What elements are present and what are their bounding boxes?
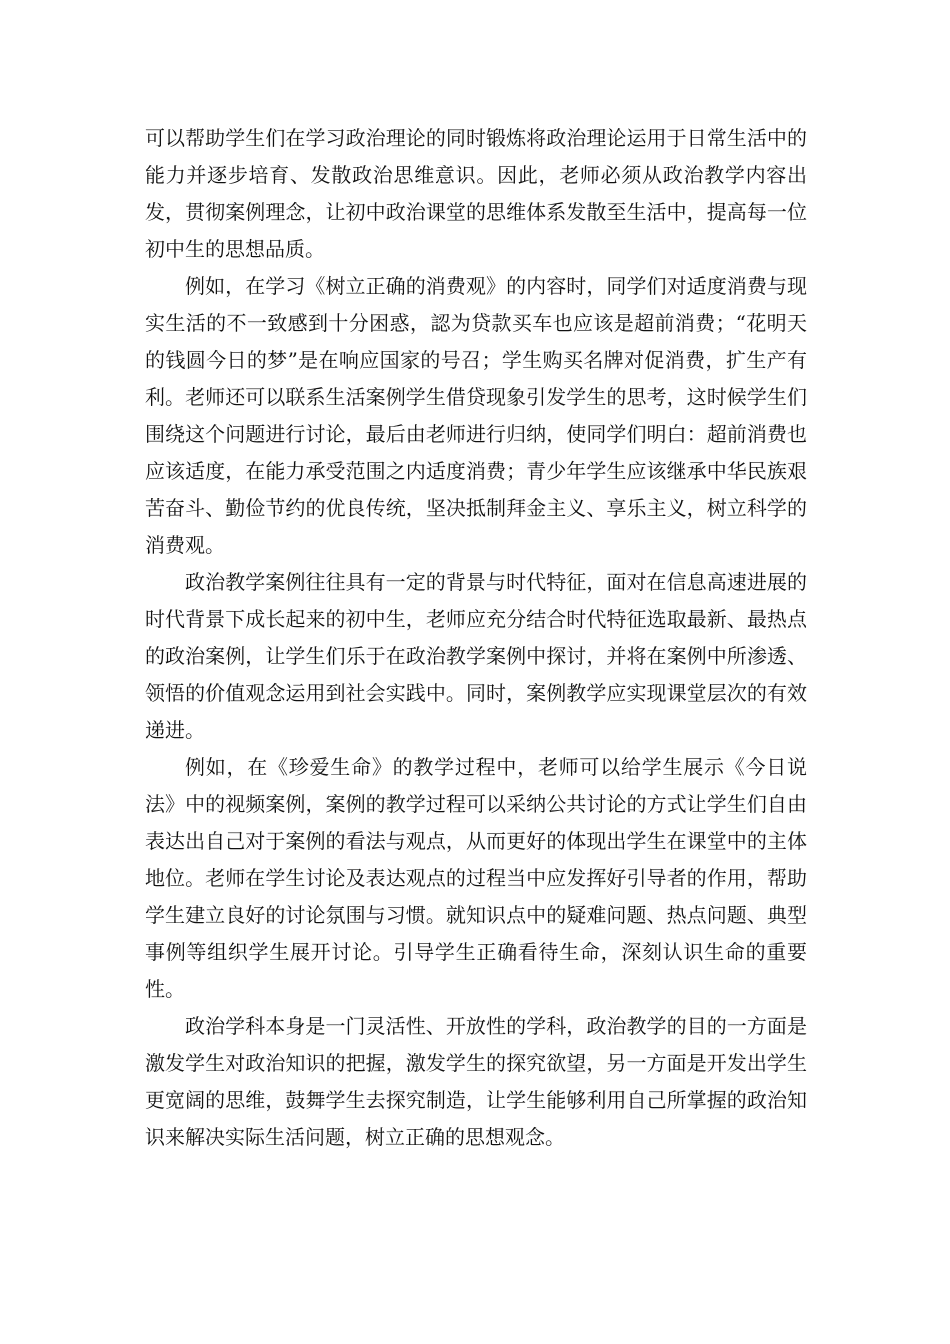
paragraph-3: 政治教学案例往往具有一定的背景与时代特征，面对在信息高速进展的时代背景下成长起来的初中生，老师应充分结合时代特征选取最新、最热点的政治案例，让学生们乐于在政治教学案例中探讨，并将在案例中所渗透、领悟的价值观念运用到社会实践中。同时，案例教学应实现课堂层次的有效递进。 <box>145 570 807 742</box>
document-body <box>145 120 807 1156</box>
paragraph-2: 例如，在学习《树立正确的消费观》的内容时，同学们对适度消费与现实生活的不一致感到十分困惑，認为贷款买车也应该是超前消费；“花明天的钱圆今日的梦”是在响应国家的号召；学生购买名牌对促消费，扩生产有利。老师还可以联系生活案例学生借贷现象引发学生的思考，这时候学生们围绕这个问题进行讨论，最后由老师进行归纳，使同学们明白：超前消费也应该适度，在能力承受范围之内适度消费；青少年学生应该继承中华民族艰苦奋斗、勤俭节约的优良传统，坚决抵制拜金主义、享乐主义，树立科学的消费观。 <box>145 274 807 557</box>
paragraph-5: 政治学科本身是一门灵活性、开放性的学科，政治教学的目的一方面是激发学生对政治知识的把握，激发学生的探究欲望，另一方面是开发出学生更宽阔的思维，鼓舞学生去探究制造，让学生能够利用自己所掌握的政治知识来解决实际生活问题，树立正确的思想观念。 <box>145 1014 807 1149</box>
paragraph-4: 例如，在《珍爱生命》的教学过程中，老师可以给学生展示《今日说法》中的视频案例，案例的教学过程可以采纳公共讨论的方式让学生们自由表达出自己对于案例的看法与观点，从而更好的体现出学生在课堂中的主体地位。老师在学生讨论及表达观点的过程当中应发挥好引导者的作用，帮助学生建立良好的讨论氛围与习惯。就知识点中的疑难问题、热点问题、典型事例等组织学生展开讨论。引导学生正确看待生命，深刻认识生命的重要性。 <box>145 755 807 1001</box>
paragraph-1: 可以帮助学生们在学习政治理论的同时锻炼将政治理论运用于日常生活中的能力并逐步培育、发散政治思维意识。因此，老师必须从政治教学内容出发，贯彻案例理念，让初中政治课堂的思维体系发散至生活中，提高每一位初中生的思想品质。 <box>145 126 807 261</box>
